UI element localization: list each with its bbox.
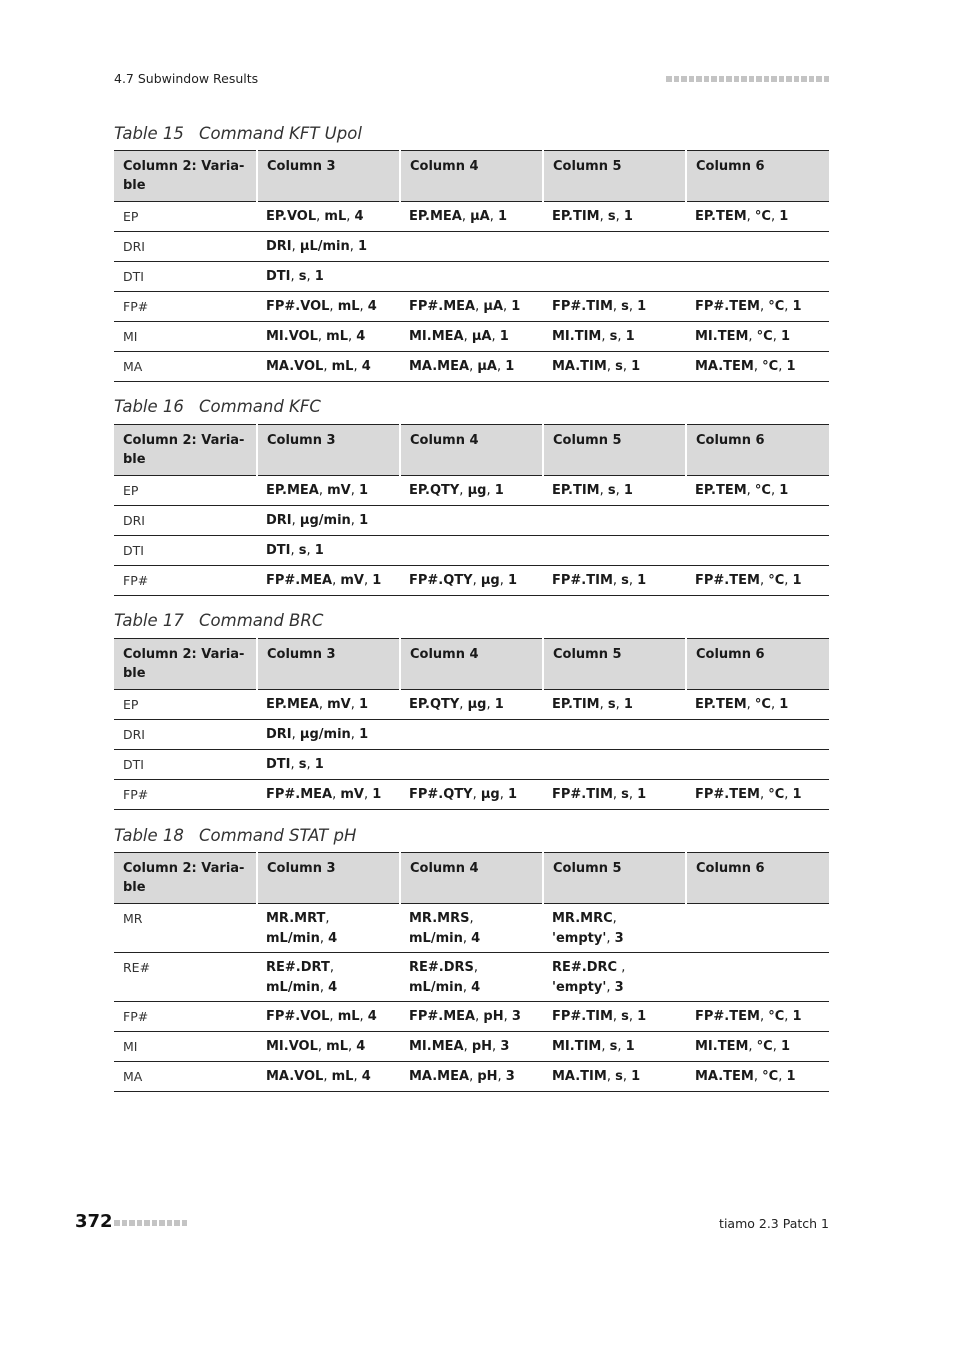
value-cell: MI.VOL, mL, 4 — [257, 322, 400, 352]
value-cell: MI.VOL, mL, 4 — [257, 1032, 400, 1062]
table-caption — [114, 611, 323, 630]
value-cell — [543, 232, 686, 262]
variable-cell: MA — [114, 352, 257, 382]
value-cell: FP#.TIM, s, 1 — [543, 1002, 686, 1032]
value-cell — [400, 536, 543, 566]
value-cell: MI.TEM, °C, 1 — [686, 1032, 829, 1062]
variable-cell: EP — [114, 202, 257, 232]
value-cell — [686, 953, 829, 1002]
value-cell — [543, 506, 686, 536]
value-cell: MI.MEA, pH, 3 — [400, 1032, 543, 1062]
value-cell: MI.TIM, s, 1 — [543, 322, 686, 352]
column-header: Column 6 — [686, 151, 829, 202]
value-cell: FP#.VOL, mL, 4 — [257, 1002, 400, 1032]
value-cell: MA.VOL, mL, 4 — [257, 352, 400, 382]
value-cell: EP.TIM, s, 1 — [543, 476, 686, 506]
variable-cell: DRI — [114, 720, 257, 750]
value-cell: EP.MEA, mV, 1 — [257, 476, 400, 506]
table-row — [114, 1062, 829, 1092]
value-cell: EP.TEM, °C, 1 — [686, 202, 829, 232]
value-cell: EP.MEA, mV, 1 — [257, 690, 400, 720]
value-cell: FP#.QTY, µg, 1 — [400, 566, 543, 596]
value-cell: FP#.MEA, mV, 1 — [257, 566, 400, 596]
table-row — [114, 202, 829, 232]
value-cell: FP#.TIM, s, 1 — [543, 566, 686, 596]
table-row — [114, 750, 829, 780]
value-cell: MA.MEA, µA, 1 — [400, 352, 543, 382]
table-row — [114, 506, 829, 536]
table-label: Table 18 — [114, 826, 184, 845]
value-cell: MA.MEA, pH, 3 — [400, 1062, 543, 1092]
value-cell: MI.MEA, µA, 1 — [400, 322, 543, 352]
table-caption — [114, 124, 362, 143]
column-header: Column 2: Varia- ble — [123, 647, 245, 681]
variable-cell: DRI — [114, 506, 257, 536]
table-caption — [114, 397, 321, 416]
value-cell — [686, 904, 829, 953]
value-cell: MR.MRS, mL/min, 4 — [400, 904, 543, 953]
table-header-row — [114, 639, 829, 690]
column-header: Column 5 — [543, 853, 686, 904]
table-row — [114, 953, 829, 1002]
value-cell: RE#.DRS, mL/min, 4 — [400, 953, 543, 1002]
table-row — [114, 566, 829, 596]
table-header-row — [114, 151, 829, 202]
table-row — [114, 1032, 829, 1062]
column-header: Column 3 — [257, 151, 400, 202]
table-row — [114, 322, 829, 352]
table-row — [114, 904, 829, 953]
value-cell — [543, 750, 686, 780]
table-title: Command KFT Upol — [199, 124, 362, 143]
value-cell — [400, 720, 543, 750]
variable-cell: MI — [114, 322, 257, 352]
value-cell — [686, 262, 829, 292]
variable-cell: DTI — [114, 262, 257, 292]
page-number: 372 — [75, 1211, 113, 1232]
value-cell — [543, 536, 686, 566]
value-cell: MA.VOL, mL, 4 — [257, 1062, 400, 1092]
value-cell — [400, 232, 543, 262]
column-header: Column 3 — [257, 425, 400, 476]
table-stat-ph — [114, 852, 829, 1092]
variable-cell: EP — [114, 690, 257, 720]
value-cell: EP.TIM, s, 1 — [543, 690, 686, 720]
column-header: Column 6 — [686, 853, 829, 904]
variable-cell: EP — [114, 476, 257, 506]
table-row — [114, 690, 829, 720]
variable-cell: MR — [114, 904, 257, 953]
variable-cell: DTI — [114, 536, 257, 566]
table-kft-upol — [114, 150, 829, 382]
table-row — [114, 1002, 829, 1032]
column-header: Column 6 — [686, 639, 829, 690]
table-caption — [114, 826, 356, 845]
value-cell: EP.QTY, µg, 1 — [400, 476, 543, 506]
value-cell: EP.MEA, µA, 1 — [400, 202, 543, 232]
table-row — [114, 292, 829, 322]
value-cell: FP#.VOL, mL, 4 — [257, 292, 400, 322]
variable-cell: FP# — [114, 566, 257, 596]
value-cell: RE#.DRT, mL/min, 4 — [257, 953, 400, 1002]
value-cell — [686, 750, 829, 780]
value-cell: FP#.MEA, mV, 1 — [257, 780, 400, 810]
variable-cell: FP# — [114, 780, 257, 810]
value-cell: EP.VOL, mL, 4 — [257, 202, 400, 232]
value-cell: DTI, s, 1 — [257, 262, 400, 292]
value-cell: FP#.MEA, pH, 3 — [400, 1002, 543, 1032]
table-row — [114, 780, 829, 810]
footer-decoration-dots — [114, 1220, 187, 1226]
variable-cell: DRI — [114, 232, 257, 262]
value-cell: FP#.QTY, µg, 1 — [400, 780, 543, 810]
value-cell — [400, 262, 543, 292]
column-header: Column 2: Varia- ble — [123, 159, 245, 193]
table-header-row — [114, 853, 829, 904]
value-cell: MI.TEM, °C, 1 — [686, 322, 829, 352]
column-header: Column 4 — [400, 853, 543, 904]
column-header: Column 5 — [543, 425, 686, 476]
value-cell: DRI, µg/min, 1 — [257, 506, 400, 536]
value-cell: FP#.TIM, s, 1 — [543, 292, 686, 322]
variable-cell: FP# — [114, 1002, 257, 1032]
value-cell: MR.MRC, 'empty', 3 — [543, 904, 686, 953]
variable-cell: MI — [114, 1032, 257, 1062]
column-header: Column 4 — [400, 151, 543, 202]
value-cell — [543, 262, 686, 292]
value-cell: FP#.TEM, °C, 1 — [686, 292, 829, 322]
table-row — [114, 536, 829, 566]
header-decoration-dots — [666, 76, 829, 82]
variable-cell: FP# — [114, 292, 257, 322]
table-row — [114, 720, 829, 750]
table-label: Table 15 — [114, 124, 184, 143]
column-header: Column 2: Varia- ble — [123, 861, 245, 895]
value-cell: MA.TIM, s, 1 — [543, 352, 686, 382]
value-cell — [686, 232, 829, 262]
table-row — [114, 232, 829, 262]
value-cell — [543, 720, 686, 750]
value-cell: FP#.MEA, µA, 1 — [400, 292, 543, 322]
column-header: Column 4 — [400, 425, 543, 476]
value-cell — [400, 750, 543, 780]
table-title: Command KFC — [199, 397, 321, 416]
value-cell: DTI, s, 1 — [257, 536, 400, 566]
table-header-row — [114, 425, 829, 476]
value-cell — [686, 536, 829, 566]
table-kfc — [114, 424, 829, 596]
value-cell: DRI, µg/min, 1 — [257, 720, 400, 750]
value-cell: EP.TIM, s, 1 — [543, 202, 686, 232]
value-cell: EP.TEM, °C, 1 — [686, 476, 829, 506]
value-cell: DTI, s, 1 — [257, 750, 400, 780]
value-cell — [400, 506, 543, 536]
variable-cell: MA — [114, 1062, 257, 1092]
table-row — [114, 476, 829, 506]
column-header: Column 4 — [400, 639, 543, 690]
value-cell: RE#.DRC , 'empty', 3 — [543, 953, 686, 1002]
product-name: tiamo 2.3 Patch 1 — [719, 1216, 829, 1231]
page-header-section: 4.7 Subwindow Results — [114, 71, 259, 86]
value-cell — [686, 720, 829, 750]
value-cell: MR.MRT, mL/min, 4 — [257, 904, 400, 953]
value-cell: MA.TEM, °C, 1 — [686, 1062, 829, 1092]
table-row — [114, 262, 829, 292]
table-title: Command STAT pH — [199, 826, 357, 845]
column-header: Column 6 — [686, 425, 829, 476]
variable-cell: RE# — [114, 953, 257, 1002]
value-cell: DRI, µL/min, 1 — [257, 232, 400, 262]
value-cell: FP#.TEM, °C, 1 — [686, 780, 829, 810]
table-label: Table 16 — [114, 397, 184, 416]
value-cell: FP#.TIM, s, 1 — [543, 780, 686, 810]
value-cell: FP#.TEM, °C, 1 — [686, 1002, 829, 1032]
value-cell: MA.TEM, °C, 1 — [686, 352, 829, 382]
table-label: Table 17 — [114, 611, 184, 630]
value-cell — [686, 506, 829, 536]
table-title: Command BRC — [199, 611, 324, 630]
variable-cell: DTI — [114, 750, 257, 780]
column-header: Column 2: Varia- ble — [123, 433, 245, 467]
column-header: Column 5 — [543, 639, 686, 690]
value-cell: MI.TIM, s, 1 — [543, 1032, 686, 1062]
column-header: Column 3 — [257, 853, 400, 904]
column-header: Column 5 — [543, 151, 686, 202]
value-cell: EP.QTY, µg, 1 — [400, 690, 543, 720]
column-header: Column 3 — [257, 639, 400, 690]
table-row — [114, 352, 829, 382]
table-brc — [114, 638, 829, 810]
value-cell: MA.TIM, s, 1 — [543, 1062, 686, 1092]
value-cell: EP.TEM, °C, 1 — [686, 690, 829, 720]
value-cell: FP#.TEM, °C, 1 — [686, 566, 829, 596]
